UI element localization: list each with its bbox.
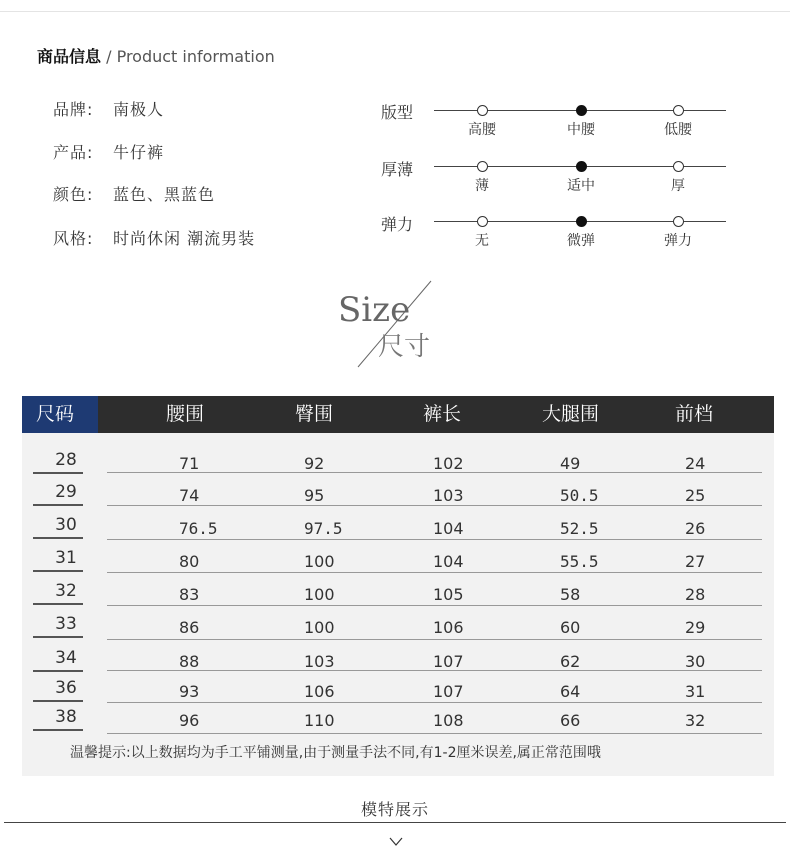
table-cell: 104 [433,519,464,538]
table-cell: 106 [304,682,335,701]
attribute-option-label: 低腰 [664,122,692,138]
info-value: 南极人 [113,100,165,119]
table-cell: 27 [685,552,706,571]
table-cell: 100 [304,585,335,604]
table-cell: 24 [685,454,706,473]
size-table-header [22,396,774,433]
chevron-down-icon [388,836,404,848]
table-cell: 96 [179,711,200,730]
table-cell: 107 [433,652,464,671]
size-underline [33,472,83,474]
table-cell: 29 [685,618,706,637]
table-cell: 58 [560,585,581,604]
size-cell: 30 [55,515,77,535]
table-cell: 104 [433,552,464,571]
info-label: 品牌: [53,100,94,119]
table-cell: 55.5 [560,552,599,571]
info-label: 颜色: [53,185,94,204]
size-underline [33,729,83,731]
info-label: 产品: [53,143,94,162]
section-title-sep: / [101,47,117,66]
info-value: 蓝色、黑蓝色 [113,185,216,204]
table-cell: 30 [685,652,706,671]
table-cell: 95 [304,486,325,505]
table-cell: 28 [685,585,706,604]
table-cell: 74 [179,486,200,505]
size-cell: 32 [55,581,77,601]
attribute-label: 版型 [381,103,414,122]
table-row-divider [107,539,762,540]
attribute-label: 厚薄 [381,160,414,179]
table-cell: 93 [179,682,200,701]
table-cell: 105 [433,585,464,604]
section-title-en: Product information [116,47,275,66]
size-underline [33,537,83,539]
table-cell: 103 [304,652,335,671]
table-cell: 26 [685,519,706,538]
header-waist: 腰围 [166,403,205,425]
attribute-option-label: 适中 [567,178,595,194]
header-length: 裤长 [423,403,462,425]
size-cell: 28 [55,450,77,470]
info-value: 牛仔裤 [113,143,165,162]
size-underline [33,700,83,702]
size-underline [33,636,83,638]
table-cell: 102 [433,454,464,473]
table-cell: 106 [433,618,464,637]
table-cell: 92 [304,454,325,473]
table-cell: 64 [560,682,581,701]
header-hip: 臀围 [295,403,334,425]
size-underline [33,504,83,506]
attribute-option-label: 薄 [475,178,489,194]
header-size: 尺码 [36,403,75,425]
size-cell: 31 [55,548,77,568]
size-heading-cn: 尺寸 [378,332,431,362]
attribute-label: 弹力 [381,215,414,234]
table-cell: 103 [433,486,464,505]
header-thigh: 大腿围 [542,403,600,425]
info-label: 风格: [53,229,94,248]
table-cell: 71 [179,454,200,473]
table-cell: 83 [179,585,200,604]
table-cell: 50.5 [560,486,599,505]
info-value: 时尚休闲 潮流男装 [113,229,256,248]
header-rise: 前档 [675,403,714,425]
table-cell: 80 [179,552,200,571]
attribute-option-label: 弹力 [664,233,692,249]
table-cell: 110 [304,711,335,730]
size-underline [33,570,83,572]
section-title-cn: 商品信息 [37,47,102,66]
table-cell: 32 [685,711,706,730]
attribute-option-label: 微弹 [567,233,595,249]
table-cell: 88 [179,652,200,671]
table-row-divider [107,639,762,640]
table-cell: 31 [685,682,706,701]
attribute-option-label: 高腰 [468,122,496,138]
size-underline [33,670,83,672]
size-heading-en: Size [338,290,411,330]
size-cell: 33 [55,614,77,634]
size-underline [33,603,83,605]
table-row-divider [107,733,762,734]
table-row-divider [107,605,762,606]
model-section-title: 模特展示 [360,800,429,819]
table-cell: 60 [560,618,581,637]
size-cell: 34 [55,648,77,668]
size-cell: 29 [55,482,77,502]
table-cell: 100 [304,618,335,637]
table-cell: 52.5 [560,519,599,538]
size-cell: 38 [55,707,77,727]
table-cell: 108 [433,711,464,730]
table-cell: 62 [560,652,581,671]
bottom-divider [4,822,786,823]
attribute-option-label: 厚 [671,178,685,194]
size-cell: 36 [55,678,77,698]
size-table [22,396,774,776]
attribute-option-label: 无 [475,233,489,249]
table-cell: 49 [560,454,581,473]
size-table-note: 温馨提示:以上数据均为手工平铺测量,由于测量手法不同,有1-2厘米误差,属正常范围哦 [70,745,601,761]
table-cell: 97.5 [304,519,343,538]
table-row-divider [107,702,762,703]
table-row-divider [107,572,762,573]
table-cell: 76.5 [179,519,218,538]
table-row-divider [107,505,762,506]
table-cell: 66 [560,711,581,730]
table-cell: 86 [179,618,200,637]
attribute-option-label: 中腰 [567,122,595,138]
table-cell: 100 [304,552,335,571]
table-cell: 25 [685,486,706,505]
table-cell: 107 [433,682,464,701]
